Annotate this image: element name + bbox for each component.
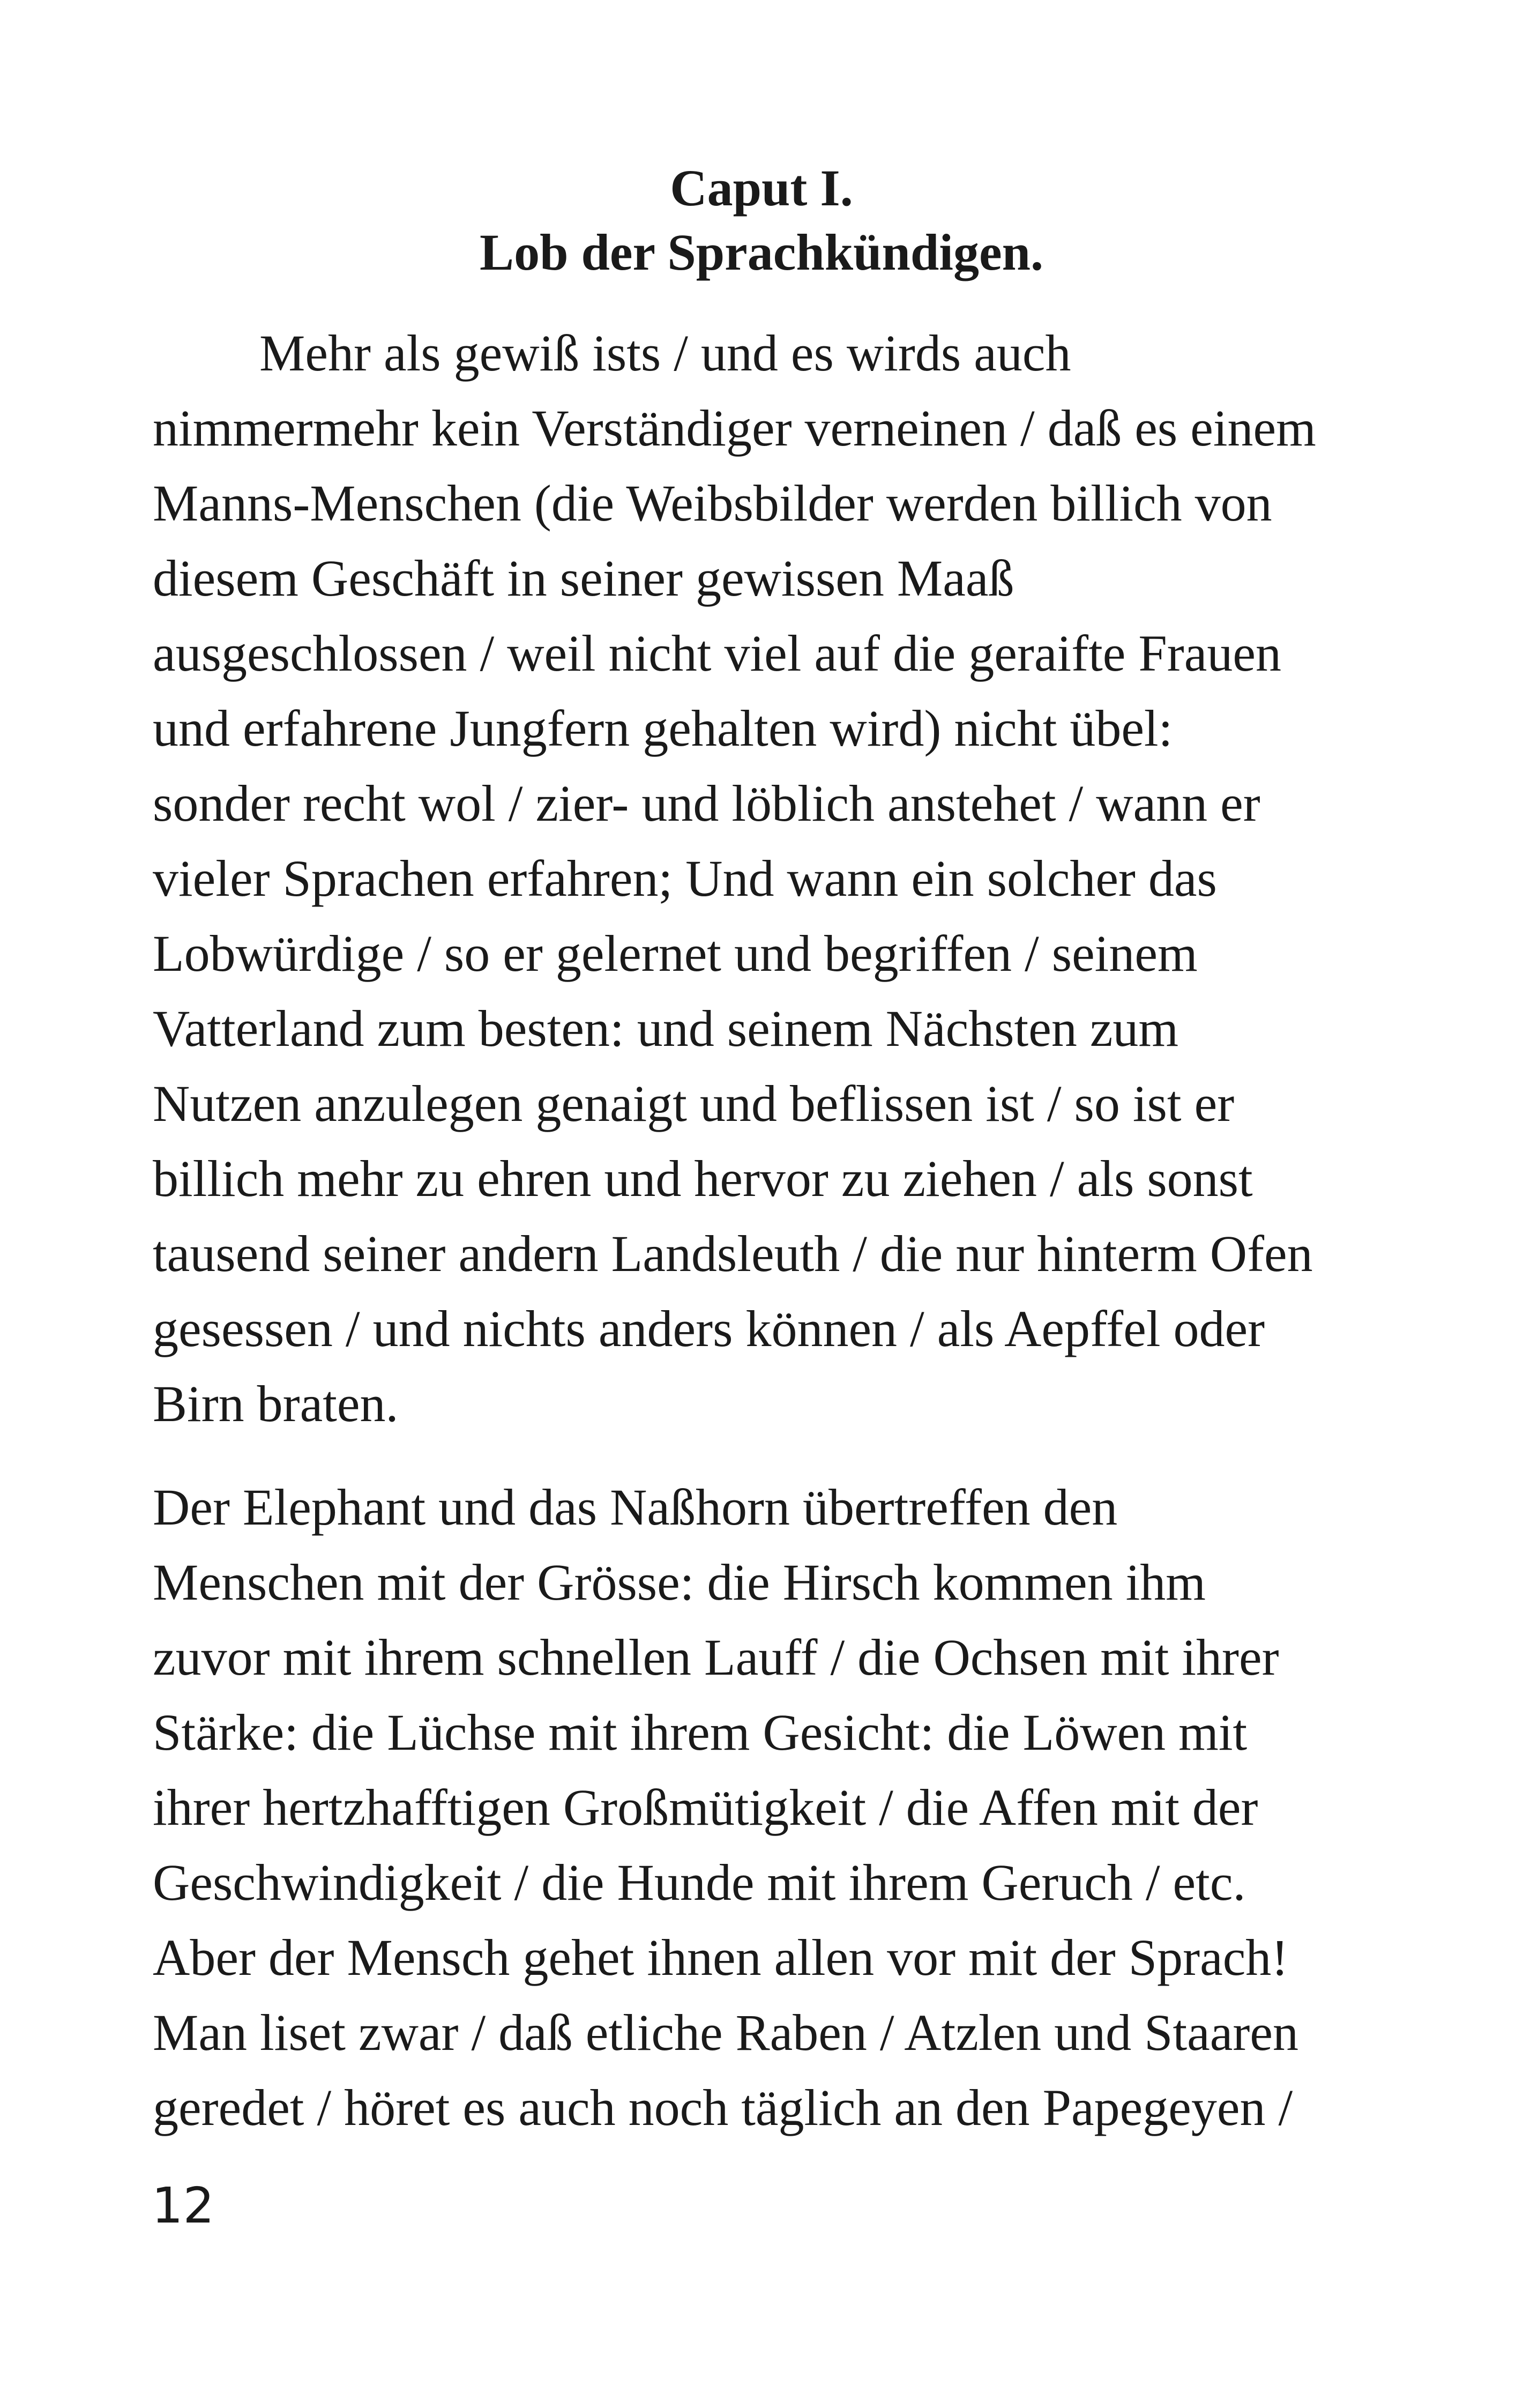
text-line: Vatterland zum besten: und seinem Nächsten zum (153, 1000, 1179, 1057)
text-line: ausgeschlossen / weil nicht viel auf die geraifte Frauen (153, 625, 1281, 682)
text-line: Manns-Menschen (die Weibsbilder werden billich von (153, 474, 1272, 532)
text-line: billich mehr zu ehren und hervor zu ziehen / als sonst (153, 1150, 1253, 1207)
text-line: Lobwürdige / so er gelernet und begriffen / seinem (153, 925, 1198, 982)
text-line: diesem Geschäft in seiner gewissen Maaß (153, 549, 1014, 607)
text-line: ihrer hertzhafftigen Großmütigkeit / die Affen mit der (153, 1779, 1258, 1836)
text-line: Menschen mit der Grösse: die Hirsch kommen ihm (153, 1554, 1206, 1611)
chapter-subtitle: Lob der Sprachkündigen. (480, 224, 1043, 281)
text-line: sonder recht wol / zier- und löblich anstehet / wann er (153, 775, 1260, 832)
text-line: Birn braten. (153, 1375, 399, 1432)
text-line: tausend seiner andern Landsleuth / die nur hinterm Ofen (153, 1225, 1313, 1282)
text-line: Nutzen anzulegen genaigt und beflissen ist / so ist er (153, 1075, 1235, 1132)
text-line: Stärke: die Lüchse mit ihrem Gesicht: die Löwen mit (153, 1704, 1248, 1761)
chapter-title: Caput I. (670, 159, 853, 217)
text-line: gesessen / und nichts anders können / als Aepffel oder (153, 1300, 1265, 1357)
text-line: und erfahrene Jungfern gehalten wird) nicht übel: (153, 700, 1173, 757)
text-line: zuvor mit ihrem schnellen Lauff / die Ochsen mit ihrer (153, 1629, 1279, 1686)
text-line: Man liset zwar / daß etliche Raben / Atzlen und Staaren (153, 2004, 1298, 2061)
text-line: Der Elephant und das Naßhorn übertreffen den (153, 1478, 1118, 1536)
text-line: Geschwindigkeit / die Hunde mit ihrem Geruch / etc. (153, 1854, 1246, 1911)
page-number: 12 (152, 2177, 215, 2234)
text-line: nimmermehr kein Verständiger verneinen / daß es einem (153, 399, 1316, 457)
text-line: Mehr als gewiß ists / und es wirds auch (259, 324, 1071, 382)
text-line: geredet / höret es auch noch täglich an den Papegeyen / (153, 2079, 1293, 2136)
text-line: Aber der Mensch gehet ihnen allen vor mit der Sprach! (153, 1929, 1289, 1986)
text-line: vieler Sprachen erfahren; Und wann ein solcher das (153, 850, 1217, 907)
